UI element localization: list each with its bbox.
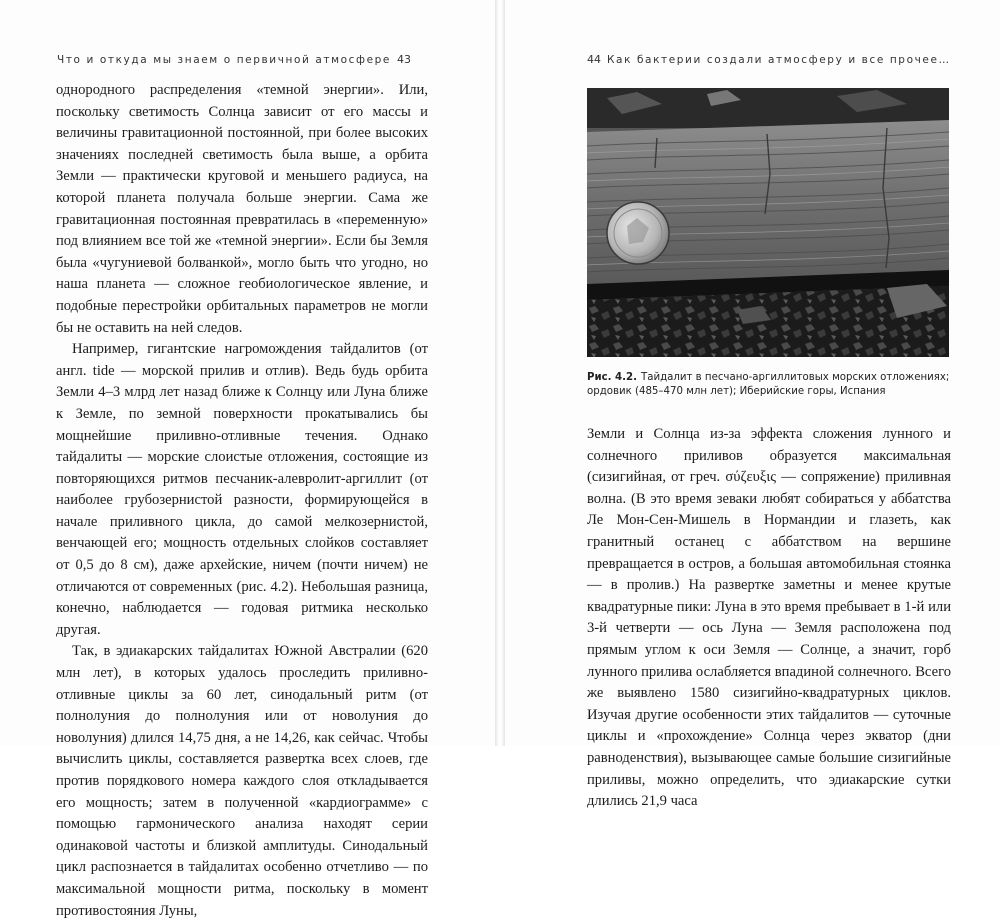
running-head-left (57, 53, 417, 66)
body-text-right (587, 424, 951, 813)
page-number: 44 (587, 53, 601, 66)
paragraph: однородного распределения «темной энергии». Или, поскольку светимость Солнца зависит от его массы и величины гравитационной постоянной, при более высоких значениях последней светимость была выше, а орбита Земли — практически круговой и меньшего радиуса, на которой планета получала больше энергии. Сама же гравитационная постоянная превратилась в «переменную» под влиянием все той же «темной энергии». Если бы Земля была «чугуниевой болванкой», могло быть что угодно, но наша планета — сложное геобиологическое явление, и подобные перестройки орбитальных параметров не могли бы не оставить на ней следов. (56, 82, 428, 336)
figure-caption (587, 371, 951, 399)
right-page (505, 0, 1000, 810)
page-number: 43 (397, 53, 411, 66)
figure-caption-text: Тайдалит в песчано-аргиллитовых морских отложениях; ордовик (485–470 млн лет); Иберийские горы, Испания (587, 372, 950, 397)
paragraph: Так, в эдиакарских тайдалитах Южной Австралии (620 млн лет), в которых удалось проследить приливно-отливные циклы за 60 лет, синодальный ритм (от полнолуния до полнолуния или от новолуния до новолуния) длился 14,75 дня, а не 14,26, как сейчас. Чтобы вычислить циклы, составляется развертка всех слоев, где против порядкового номера каждого слоя откладывается его мощность; затем в полученной «кардиограмме» с помощью гармонического анализа находят серии одинаковой частоты и близкой амплитуды. Синодальный цикл распознается в тайдалитах особенно отчетливо — по максимальной мощности ритма, поскольку в момент противостояния Луны, (56, 643, 428, 919)
book-gutter (495, 0, 505, 746)
paragraph: Например, гигантские нагромождения тайдалитов (от англ. tide — морской прилив и отлив). Ведь будь орбита Земли 4–3 млрд лет назад ближе к Солнцу или Луна ближе к Земле, по земной поверхности прокатывались бы мощнейшие приливно-отливные течения. Однако тайдалиты — морские слоистые отложения, состоящие из повторяющихся ритмов песчаник-алевролит-аргиллит (от наиболее грубозернистой разности, формирующейся в начале приливного цикла, до самой мелкозернистой, венчающей его; мощность отдельных слойков составляет от 0,5 до 8 см), даже архейские, ничем (почти ничем) не отличаются от современных (рис. 4.2). Небольшая разница, конечно, наблюдается — годовая ритмика несколько другая. (56, 341, 428, 638)
running-head-right (587, 53, 951, 66)
running-head-title: Что и откуда мы знаем о первичной атмосфере (57, 54, 391, 66)
paragraph: Земли и Солнца из-за эффекта сложения лунного и солнечного приливов образуется максимальная (сизигийная, от греч. σύζευξις — сопряжение) приливная волна. (В это время зеваки любят собираться у аббатства Ле Мон-Сен-Мишель в Нормандии и глазеть, как гранитный останец с аббатством на вершине превращается в остров, а большая автомобильная стоянка — в пролив.) На развертке заметны и менее крутые квадратурные пики: Луна в это время пребывает в 1-й или 3-й четверти — ось Луна — Земля расположена под прямым углом к оси Земля — Солнце, а значит, горб лунного прилива ослабляется впадиной солнечного. Всего же выявлено 1580 сизигийно-квадратурных циклов. Изучая другие особенности этих тайдалитов — суточные циклы и «прохождение» Солнца через экватор (дни равноденствия), вызывающее самые большие сизигийные приливы, можно определить, что эдиакарские сутки длились 21,9 часа (587, 426, 951, 810)
figure-label: Рис. 4.2. (587, 372, 637, 383)
running-head-title: Как бактерии создали атмосферу и все прочее… (607, 54, 951, 66)
rock-photo-graphic (587, 88, 949, 357)
tidalite-photo (587, 88, 949, 357)
body-text-left (56, 80, 428, 922)
left-page (0, 0, 495, 919)
